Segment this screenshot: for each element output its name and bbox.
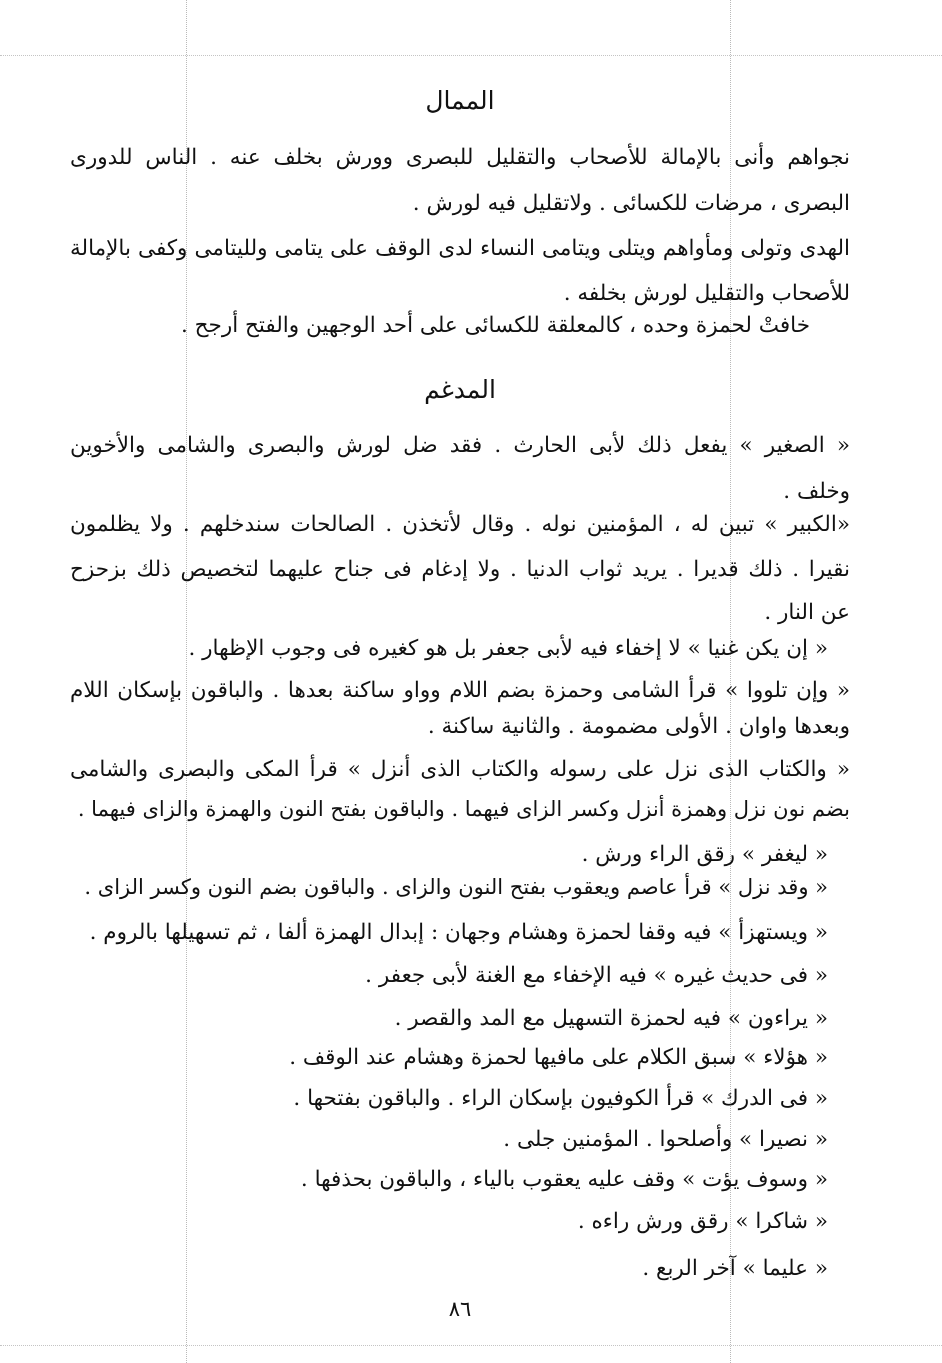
text-line: وخلف . <box>783 479 850 504</box>
text-line: «الكبير » تبين له ، المؤمنين نوله . وقال لأتخذن . الصالحات سندخلهم . ولا يظلمون <box>70 512 850 537</box>
page-number: ٨٦ <box>448 1297 472 1321</box>
text-line: « إن يكن غنيا » لا إخفاء فيه لأبى جعفر بل هو كغيره فى وجوب الإظهار . <box>188 636 828 661</box>
text-line: نجواهم وأنى بالإمالة للأصحاب والتقليل للبصرى وورش بخلف عنه . الناس للدورى <box>70 145 850 170</box>
text-line: « وسوف يؤت » وقف عليه يعقوب بالياء ، والباقون بحذفها . <box>300 1167 828 1192</box>
text-line: عن النار . <box>764 600 850 625</box>
text-line: « ويستهزأ » فيه وقفا لحمزة وهشام وجهان : إبدال الهمزة ألفا ، ثم تسهيلها بالروم . <box>89 920 828 945</box>
text-line: « هؤلاء » سبق الكلام على مافيها لحمزة وهشام عند الوقف . <box>289 1045 828 1070</box>
section-heading-mamal: الممال <box>425 86 495 115</box>
text-line: « والكتاب الذى نزل على رسوله والكتاب الذى أنزل » قرأ المكى والبصرى والشامى <box>70 757 850 782</box>
text-line: « وإن تلووا » قرأ الشامى وحمزة بضم اللام وواو ساكنة بعدها . والباقون بإسكان اللام <box>70 678 850 703</box>
text-line: « عليما » آخر الربع . <box>642 1256 828 1281</box>
text-line: البصرى ، مرضات للكسائى . ولاتقليل فيه لورش . <box>412 191 850 216</box>
text-line: « فى الدرك » قرأ الكوفيون بإسكان الراء . والباقون بفتحها . <box>293 1086 828 1111</box>
text-line: « يراءون » فيه لحمزة التسهيل مع المد والقصر . <box>394 1006 828 1031</box>
text-line: « الصغير » يفعل ذلك لأبى الحارث . فقد ضل لورش والبصرى والشامى والأخوين <box>70 433 850 458</box>
text-line: بضم نون نزل وهمزة أنزل وكسر الزاى فيهما . والباقون بفتح النون والهمزة والزاى فيهما . <box>77 797 850 821</box>
text-line: خافتْ لحمزة وحده ، كالمعلقة للكسائى على أحد الوجهين والفتح أرجح . <box>180 313 810 338</box>
text-line: « وقد نزل » قرأ عاصم ويعقوب بفتح النون والزاى . والباقون بضم النون وكسر الزاى . <box>84 875 828 899</box>
text-line: الهدى وتولى ومأواهم ويتلى ويتامى النساء لدى الوقف على يتامى ولليتامى وكفى بالإمالة <box>70 236 850 261</box>
text-line: للأصحاب والتقليل لورش بخلفه . <box>563 281 850 306</box>
text-line: « شاكرا » رقق ورش راءه . <box>577 1209 828 1234</box>
text-line: « نصيرا » وأصلحوا . المؤمنين جلى . <box>503 1127 828 1152</box>
book-page <box>70 0 850 1363</box>
section-heading-mudgham: المدغم <box>424 375 496 404</box>
text-line: « فى حديث غيره » فيه الإخفاء مع الغنة لأبى جعفر . <box>365 963 828 988</box>
text-line: وبعدها واوان . الأولى مضمومة . والثانية ساكنة . <box>427 714 850 739</box>
text-line: نقيرا . ذلك قديرا . يريد ثواب الدنيا . ولا إدغام فى جناح عليهما لتخصيص ذلك بزحزح <box>70 557 850 582</box>
text-line: « ليغفر » رقق الراء ورش . <box>581 842 828 867</box>
